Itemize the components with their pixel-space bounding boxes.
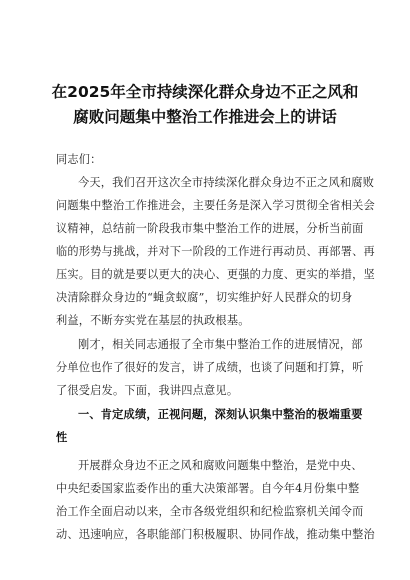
- paragraph-1-line-1: 今天，我们召开这次全市持续深化群众身边不正之风和腐败: [78, 176, 375, 189]
- paragraph-3-line-1: 开展群众身边不正之风和腐败问题集中整治，是党中央、: [78, 459, 363, 472]
- paragraph-2-line-2: 分单位也作了很好的发言，讲了成绩，也谈了问题和打算，听: [56, 361, 364, 374]
- paragraph-1-line-7: 利益，不断夯实党在基层的执政根基。: [56, 314, 250, 327]
- paragraph-3-line-3: 治工作全面启动以来，全市各级党组织和纪检监察机关闻令而: [56, 505, 364, 518]
- section-1-heading-line-1: 一、肯定成绩，正视问题，深刻认识集中整治的极端重要: [78, 407, 363, 421]
- paragraph-1-line-4: 临的形势与挑战，并对下一阶段的工作进行再动员、再部署、再: [56, 245, 375, 258]
- paragraph-1-line-6: 决清除群众身边的“蝇贪蚁腐”，切实维护好人民群众的切身: [56, 291, 353, 304]
- paragraph-2-line-3: 了很受启发。下面，我讲四点意见。: [56, 384, 239, 397]
- paragraph-3-line-4: 动、迅速响应，各职能部门积极履职、协同作战，推动集中整治: [56, 528, 375, 541]
- paragraph-1-line-5: 压实。目的就是要以更大的决心、更强的力度、更实的举措，坚: [56, 268, 375, 281]
- paragraph-1-line-3: 议精神，总结前一阶段我市集中整治工作的进展，分析当前面: [56, 222, 364, 235]
- paragraph-1-line-2: 问题集中整治工作推进会，主要任务是深入学习贯彻全省相关会: [56, 199, 375, 212]
- document-title-line-1: 在2025年全市持续深化群众身边不正之风和: [51, 83, 359, 101]
- section-1-heading-line-2: 性: [56, 430, 68, 444]
- paragraph-3-line-2: 中央纪委国家监委作出的重大决策部署。自今年4月份集中整: [56, 482, 360, 495]
- document-title-line-2: 腐败问题集中整治工作推进会上的讲话: [73, 108, 337, 126]
- paragraph-2-line-1: 刚才，相关同志通报了全市集中整治工作的进展情况，部: [78, 338, 363, 351]
- greeting: 同志们：: [56, 153, 102, 166]
